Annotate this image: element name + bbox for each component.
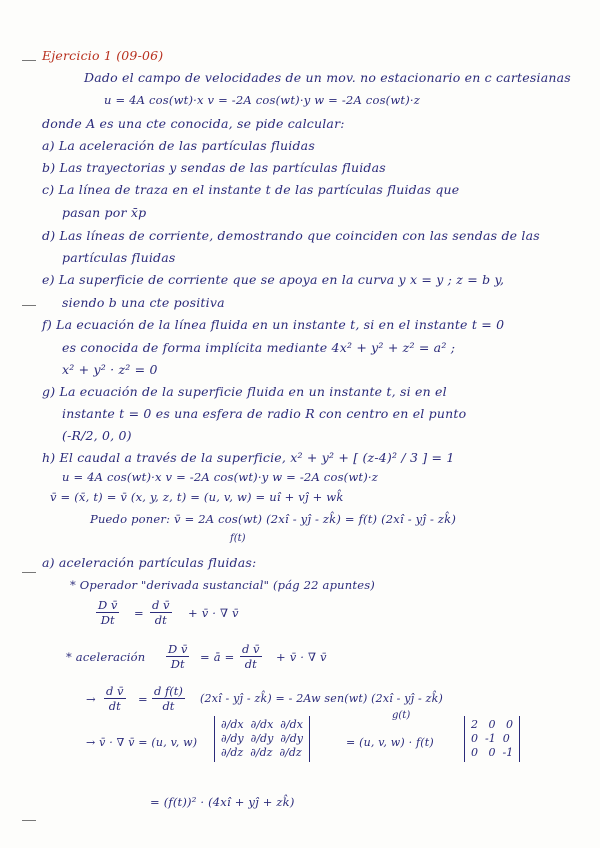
result-matrix-row-3: [471, 746, 513, 760]
grad-cell: ∂/dx: [221, 718, 244, 731]
grad-matrix: [214, 716, 310, 762]
op-lhs-den: Dt: [100, 613, 115, 627]
grad-cell: ∂/dz: [221, 746, 244, 759]
grad-cell: ∂/dy: [221, 732, 244, 745]
result-cell: 2: [471, 718, 478, 731]
item-a: a) La aceleración de las partículas fluidas: [42, 138, 315, 153]
item-f-cont-2: x² + y² · z² = 0: [62, 362, 158, 377]
op-lhs-fraction: [96, 598, 119, 627]
op-rhs-den: dt: [154, 613, 167, 627]
acc-tail: + v̄ · ∇ v̄: [276, 650, 327, 664]
item-g: g) La ecuación de la superficie fluida en un instante t, si en el: [42, 384, 447, 399]
operator-line: * Operador "derivada sustancial" (pág 22 apuntes): [70, 578, 375, 592]
result-cell: -1: [485, 732, 496, 745]
result-matrix-row-1: [471, 718, 513, 732]
op-tail: + v̄ · ∇ v̄: [188, 606, 239, 620]
item-c-cont: pasan por x̄p: [62, 205, 147, 220]
grad-matrix-row-1: [221, 718, 303, 732]
item-e-cont: siendo b una cte positiva: [62, 295, 225, 310]
op-rhs-num: d v̄: [152, 598, 170, 612]
result-cell: 0: [471, 746, 478, 759]
accel-label: * aceleración: [66, 650, 146, 664]
work-power-line: Puedo poner: v̄ = 2A cos(wt) (2xî - yĵ - zk̂) = f(t) (2xî - yĵ - zk̂): [90, 512, 457, 526]
margin-mark: [22, 572, 36, 573]
f-t-label: f(t): [230, 533, 246, 544]
deriv-tail: (2xî - yĵ - zk̂) = - 2Aw sen(wt) (2xî - yĵ - zk̂): [200, 692, 443, 705]
result-cell: 0: [506, 718, 513, 731]
op-lhs-num: D v̄: [98, 598, 118, 612]
deriv-equals: =: [138, 692, 148, 706]
acc-lhs-fraction: [166, 642, 189, 671]
grad-matrix-row-3: [221, 746, 303, 760]
grad-cell: ∂/dy: [250, 732, 274, 745]
item-g-cont: instante t = 0 es una esfera de radio R con centro en el punto: [62, 406, 467, 421]
grad-cell: ∂/dx: [280, 718, 303, 731]
grad-cell: ∂/dy: [280, 732, 303, 745]
acc-lhs-num: D v̄: [168, 642, 188, 656]
section-a-heading: a) aceleración partículas fluidas:: [42, 555, 257, 570]
deriv-arrow: →: [86, 692, 96, 706]
item-c: c) La línea de traza en el instante t de las partículas fluidas que: [42, 182, 460, 197]
result-matrix: [464, 716, 520, 762]
acc-rhs-fraction: [240, 642, 262, 671]
result-cell: 0: [488, 746, 496, 759]
item-e: e) La superficie de corriente que se apoya en la curva y x = y ; z = b y,: [42, 272, 505, 287]
margin-mark: [22, 820, 36, 821]
item-h: h) El caudal a través de la superficie, x² + y² + [ (z-4)² / 3 ] = 1: [42, 450, 455, 465]
result-cell: -1: [502, 746, 514, 759]
grad-matrix-row-2: [221, 732, 303, 746]
grad-mid: = (u, v, w) · f(t): [346, 736, 434, 749]
margin-mark: [22, 60, 36, 61]
grad-cell: ∂/dx: [250, 718, 274, 731]
item-g-cont-2: (-R/2, 0, 0): [62, 428, 132, 443]
acc-rhs-den: dt: [244, 657, 257, 671]
item-d-cont: partículas fluidas: [62, 250, 176, 265]
intro-line-1: Dado el campo de velocidades de un mov. no estacionario en c cartesianas: [84, 70, 571, 85]
final-line: = (f(t))² · (4xî + yĵ + zk̂): [150, 795, 295, 809]
margin-mark: [22, 305, 36, 306]
deriv-mid-num: d f(t): [154, 684, 183, 698]
work-vector-line: v̄ = (x̄, t) = v̄ (x, y, z, t) = (u, v, w) = uî + vĵ + wk̂: [50, 490, 344, 504]
acc-lhs-den: Dt: [170, 657, 185, 671]
intro-velocity-field: u = 4A cos(wt)·x v = -2A cos(wt)·y w = -2A cos(wt)·z: [104, 93, 421, 107]
item-f: f) La ecuación de la línea fluida en un instante t, si en el instante t = 0: [42, 317, 505, 332]
grad-lead: → v̄ · ∇ v̄ = (u, v, w): [86, 736, 198, 749]
intro-line-3: donde A es una cte conocida, se pide calcular:: [42, 116, 345, 131]
result-cell: 0: [502, 732, 510, 745]
acc-mid: = ā =: [200, 650, 235, 664]
grad-cell: ∂/dz: [279, 746, 302, 759]
deriv-mid-den: dt: [162, 699, 175, 713]
grad-cell: ∂/dz: [250, 746, 273, 759]
item-d: d) Las líneas de corriente, demostrando que coinciden con las sendas de las: [42, 228, 540, 243]
result-matrix-row-2: [471, 732, 513, 746]
result-cell: 0: [488, 718, 496, 731]
deriv-lhs-den: dt: [108, 699, 121, 713]
g-t-label: g(t): [392, 710, 411, 721]
exercise-title: Ejercicio 1 (09-06): [42, 48, 164, 63]
deriv-lhs-num: d v̄: [106, 684, 124, 698]
deriv-mid-fraction: [152, 684, 185, 713]
deriv-lhs-fraction: [104, 684, 126, 713]
result-cell: 0: [471, 732, 478, 745]
op-rhs-fraction: [150, 598, 172, 627]
op-equals: =: [134, 606, 144, 620]
item-b: b) Las trayectorias y sendas de las partículas fluidas: [42, 160, 386, 175]
work-velocity-line: u = 4A cos(wt)·x v = -2A cos(wt)·y w = -2A cos(wt)·z: [62, 470, 379, 484]
item-f-cont: es conocida de forma implícita mediante 4x² + y² + z² = a² ;: [62, 340, 456, 355]
acc-rhs-num: d v̄: [242, 642, 260, 656]
